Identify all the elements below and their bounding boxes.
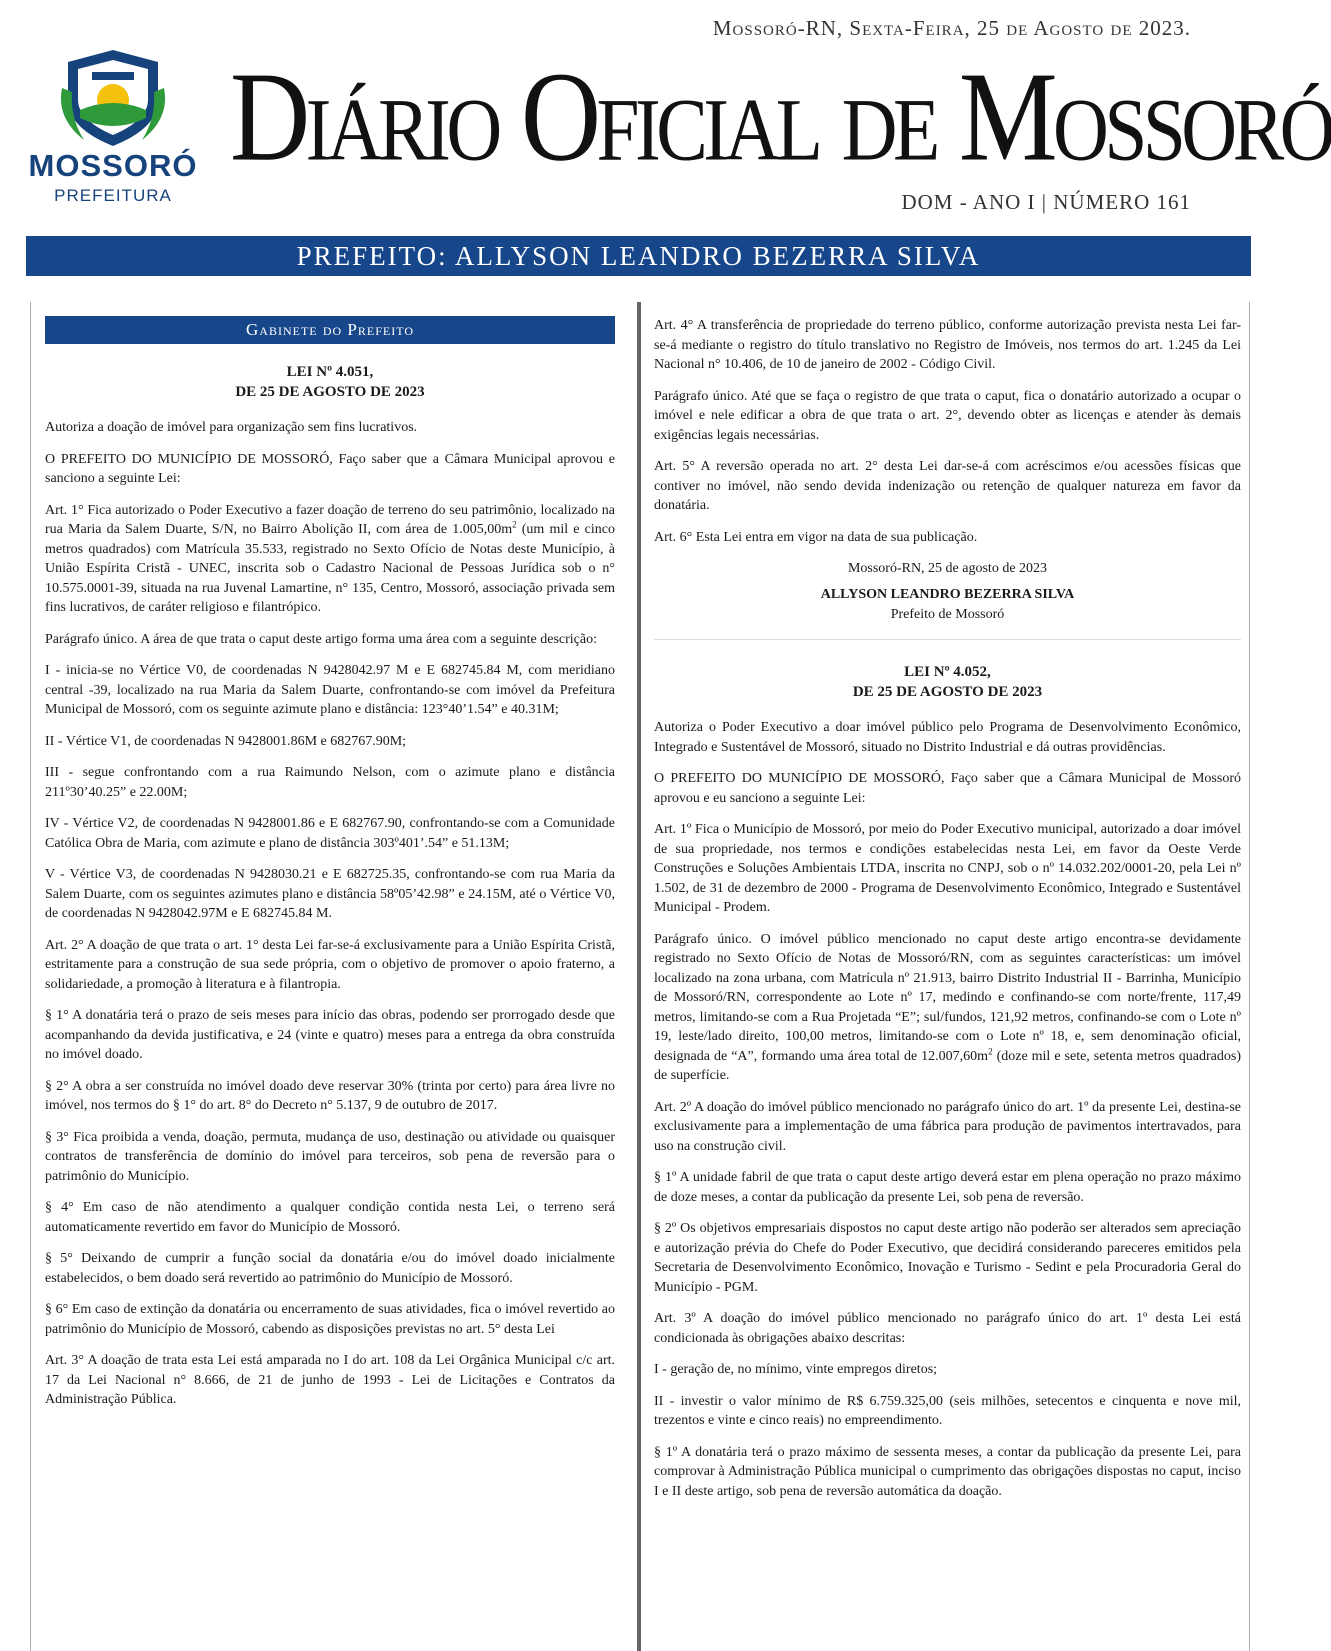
law1-art4-paragraph: Parágrafo único. Até que se faça o registro de que trata o caput, fica o donatário autorizado a ocupar o imóvel e nele edificar a obra de que trata o art. 2°, devendo obter as licenças e atender às demais exigências legais necessárias. — [654, 388, 1241, 443]
right-column — [637, 302, 1250, 1651]
city-logo — [24, 48, 202, 208]
law2-paragraph-unico — [654, 930, 1241, 1086]
law2-art3: Art. 3º A doação do imóvel público mencionado no parágrafo único do art. 1º desta Lei está condicionada às obrigações abaixo descritas: — [654, 1311, 1241, 1346]
law1-item-i: I - inicia-se no Vértice V0, de coordenadas N 9428042.97 M e E 682745.84 M, com meridiano central -39, localizado na rua Maria da Salem Duarte, confrontando-se com imóvel da Prefeitura Municipal de Mossoró, com os seguinte azimute plano e distância: 123°40’1.54” e 40.31M; — [45, 663, 615, 717]
law1-preamble: O PREFEITO DO MUNICÍPIO DE MOSSORÓ, Faço saber que a Câmara Municipal aprovou e sanciono a seguinte Lei: — [45, 451, 615, 486]
left-column — [30, 302, 631, 1651]
dateline: Mossoró-RN, Sexta-Feira, 25 de Agosto de 2023. — [712, 16, 1191, 40]
law1-item-ii: II - Vértice V1, de coordenadas N 9428001.86M e 682767.90M; — [45, 733, 407, 749]
mayor-banner: PREFEITO: ALLYSON LEANDRO BEZERRA SILVA — [26, 236, 1251, 276]
logo-subtitle: PREFEITURA — [54, 186, 172, 205]
law1-art2-p1: § 1° A donatária terá o prazo de seis meses para início das obras, podendo ser prorrogado desde que acompanhando da devida justificativa, e 24 (vinte e quatro) meses para a entrega da obra construída no imóvel doado. — [45, 1008, 615, 1062]
law2-art2: Art. 2º A doação do imóvel público mencionado no parágrafo único do art. 1º da presente Lei, destina-se exclusivamente para a implementação de uma fábrica para produção de pavimentos intertravados, para uso na construção civil. — [654, 1099, 1241, 1154]
law1-art2-p4: § 4° Em caso de não atendimento a qualquer condição contida nesta Lei, o terreno será automaticamente revertido em favor do Município de Mossoró. — [45, 1200, 615, 1235]
law1-art5: Art. 5° A reversão operada no art. 2° desta Lei dar-se-á com acréscimos e/ou acessões físicas que contiver no imóvel, não sendo devida indenização ou retenção de qualquer natureza em favor da donatária. — [654, 459, 1241, 513]
law2-preamble: O PREFEITO DO MUNICÍPIO DE MOSSORÓ, Faço saber que a Câmara Municipal de Mossoró aprovou e eu sanciono a seguinte Lei: — [654, 771, 1241, 806]
section-header: Gabinete do Prefeito — [45, 316, 615, 344]
law1-title — [45, 362, 615, 402]
law1-art2-p6: § 6° Em caso de extinção da donatária ou encerramento de suas atividades, fica o imóvel revertido ao patrimônio do Município de Mossoró, cabendo as disposições previstas no art. 5° desta Lei — [45, 1302, 615, 1337]
law1-art1-text-a: Art. 1° Fica autorizado o Poder Executivo a fazer doação de terreno do seu patrimônio, localizado na rua Maria da Salem Duarte, S/N, no Bairro Abolição II, com área de 1.005,00m — [45, 502, 615, 537]
masthead-title: Diário Oficial de Mossoró — [230, 46, 1331, 188]
law1-art2-p3: § 3° Fica proibida a venda, doação, permuta, mudança de uso, destinação ou atividade ou quaisquer contratos de transferência de domínio do imóvel para terceiros, sob pena de reversão para o patrimônio do Município. — [45, 1129, 615, 1184]
law2-art3-item-ii: II - investir o valor mínimo de R$ 6.759.325,00 (seis milhões, setecentos e cinquenta e nove mil, trezentos e vinte e cinco reais) no empreendimento. — [654, 1393, 1241, 1428]
law2-par-text-a: Parágrafo único. O imóvel público mencionado no caput deste artigo encontra-se devidamente registrado no Sexto Ofício de Notas de Mossoró/RN, com as seguintes características: um imóvel localizado na zona urbana, com Matrícula nº 21.913, bairro Distrito Industrial II - Barrinha, Município de Mossoró/RN, correspondente ao Lote nº 17, medindo e confinando-se com norte/frente, 117,49 metros, limitando-se com a Rua Projetada “E”; sul/fundos, 121,92 metros, confinando-se com o Lote nº 19, leste/lado direito, 100,00 metros, limitando-se com o Lote nº 18, e, sem denominação oficial, designada de “A”, formando uma área total de 12.007,60m — [654, 931, 1241, 1064]
law1-item-iii: III - segue confrontando com a rua Raimundo Nelson, com o azimute plano e distância 211º30’40.25” e 22.00M; — [45, 765, 615, 800]
law1-summary: Autoriza a doação de imóvel para organização sem fins lucrativos. — [45, 420, 418, 435]
law1-signer: ALLYSON LEANDRO BEZERRA SILVA — [820, 587, 1075, 602]
law1-art1 — [45, 501, 615, 618]
law2-art1: Art. 1º Fica o Município de Mossoró, por meio do Poder Executivo municipal, autorizado a doar imóvel de sua propriedade, nos termos e condições estabelecidas nesta Lei, em favor da Oeste Verde Construções e Soluções Ambientais LTDA, inscrita no CNPJ, sob o nº 14.032.202/0001-20, pela Lei nº 1.502, de 31 de dezembro de 2000 - Programa de Desenvolvimento Econômico, Integrado e Sustentável Municipal - Prodem. — [654, 822, 1241, 915]
law2-summary: Autoriza o Poder Executivo a doar imóvel público pelo Programa de Desenvolvimento Econômico, Integrado e Sustentável de Mossoró, situado no Distrito Industrial e dá outras providências. — [654, 720, 1241, 755]
issue-number: DOM - ANO I | NÚMERO 161 — [901, 190, 1191, 214]
law2-number: LEI Nº 4.052, — [904, 664, 991, 680]
law2-title — [654, 662, 1241, 702]
law1-number: LEI Nº 4.051, — [286, 364, 374, 380]
law1-art4: Art. 4° A transferência de propriedade do terreno público, conforme autorização prevista nesta Lei far-se-á mediante o registro do título translativo no Registro de Imóveis, nos termos do art. 1.245 da Lei Nacional n° 10.406, de 10 de janeiro de 2002 - Código Civil. — [654, 318, 1241, 372]
law2-art3-p1: § 1º A donatária terá o prazo máximo de sessenta meses, a contar da publicação da presente Lei, para comprovar à Administração Pública municipal o cumprimento das obrigações dispostas no caput, inciso I e II deste artigo, sob pena de reversão automática da doação. — [654, 1444, 1241, 1499]
law1-art1-sup: 2 — [512, 519, 517, 530]
law1-art2-p2: § 2° A obra a ser construída no imóvel doado deve reservar 30% (trinta por certo) para área livre no imóvel, nos termos do § 1° do art. 8° do Decreto n° 5.137, 9 de outubro de 2017. — [45, 1078, 615, 1113]
law1-signer-role: Prefeito de Mossoró — [890, 607, 1005, 622]
law2-par-sup: 2 — [988, 1045, 993, 1056]
law1-art3: Art. 3° A doação de trata esta Lei está amparada no I do art. 108 da Lei Orgânica Municipal c/c art. 17 da Lei Nacional n° 8.666, de 21 de junho de 1993 - Lei de Licitações e Contratos da Administração Pública. — [45, 1353, 615, 1407]
law1-date: DE 25 DE AGOSTO DE 2023 — [235, 384, 425, 400]
law2-art2-p2: § 2º Os objetivos empresariais dispostos no caput deste artigo não poderão ser alterados sem apreciação e autorização prévia do Chefe do Poder Executivo, que decidirá considerando pareceres emitidos pela Secretaria de Desenvolvimento Econômico, Inovação e Turismo - Sedint e pela Procuradoria Geral do Município - PGM. — [654, 1221, 1241, 1295]
city-seal-icon — [54, 48, 172, 148]
logo-brand: MOSSORÓ — [28, 148, 198, 183]
law1-place-date: Mossoró-RN, 25 de agosto de 2023 — [847, 561, 1048, 576]
law2-art3-item-i: I - geração de, no mínimo, vinte empregos diretos; — [654, 1362, 938, 1377]
law1-item-iv: IV - Vértice V2, de coordenadas N 9428001.86 e E 682767.90, confrontando-se com a Comunidade Católica Obra de Maria, com azimute e plano de distância 303º401’.54” e 51.13M; — [45, 816, 615, 851]
divider — [654, 639, 1241, 640]
law2-par-text-b: (doze mil e sete, setenta metros quadrados) de superfície. — [654, 1048, 1241, 1083]
law1-art1-text-b: (um mil e cinco metros quadrados) com Matrícula 35.533, registrado no Sexto Ofício de Notas deste Município, à União Espírita Cristã - UNEC, inscrita sob o Cadastro Nacional de Pessoas Jurídica sob o n° 10.575.0001-39, situada na rua Juvenal Lamartine, n° 135, Centro, Mossoró, associação privada sem fins lucrativos, de caráter religioso e filantrópico. — [45, 522, 615, 615]
law2-art2-p1: § 1º A unidade fabril de que trata o caput deste artigo deverá estar em plena operação no prazo máximo de doze meses, a contar da publicação da presente Lei, sob pena de reversão. — [654, 1170, 1241, 1205]
law1-art6: Art. 6° Esta Lei entra em vigor na data de sua publicação. — [654, 529, 978, 545]
law1-art2-p5: § 5° Deixando de cumprir a função social da donatária e/ou do imóvel doado inicialmente estabelecidos, o bem doado será revertido ao patrimônio do Município de Mossoró. — [45, 1251, 615, 1286]
law1-item-v: V - Vértice V3, de coordenadas N 9428030.21 e E 682725.35, confrontando-se com rua Maria da Salem Duarte, com os seguintes azimutes plano e distância 58º05’42.98” e 24.15M, até o Vértice V0, de coordenadas N 9428042.97M e E 682745.84 M. — [45, 867, 615, 921]
law2-date: DE 25 DE AGOSTO DE 2023 — [852, 684, 1043, 700]
law1-art2: Art. 2° A doação de que trata o art. 1° desta Lei far-se-á exclusivamente para a União Espírita Cristã, estritamente para a construção de sua sede própria, com o objetivo de promover o apoio fraterno, a solidariedade, a promoção à literatura e à filantropia. — [45, 937, 615, 992]
law1-paragraph-unico: Parágrafo único. A área de que trata o caput deste artigo forma uma área com a seguinte descrição: — [45, 631, 597, 647]
